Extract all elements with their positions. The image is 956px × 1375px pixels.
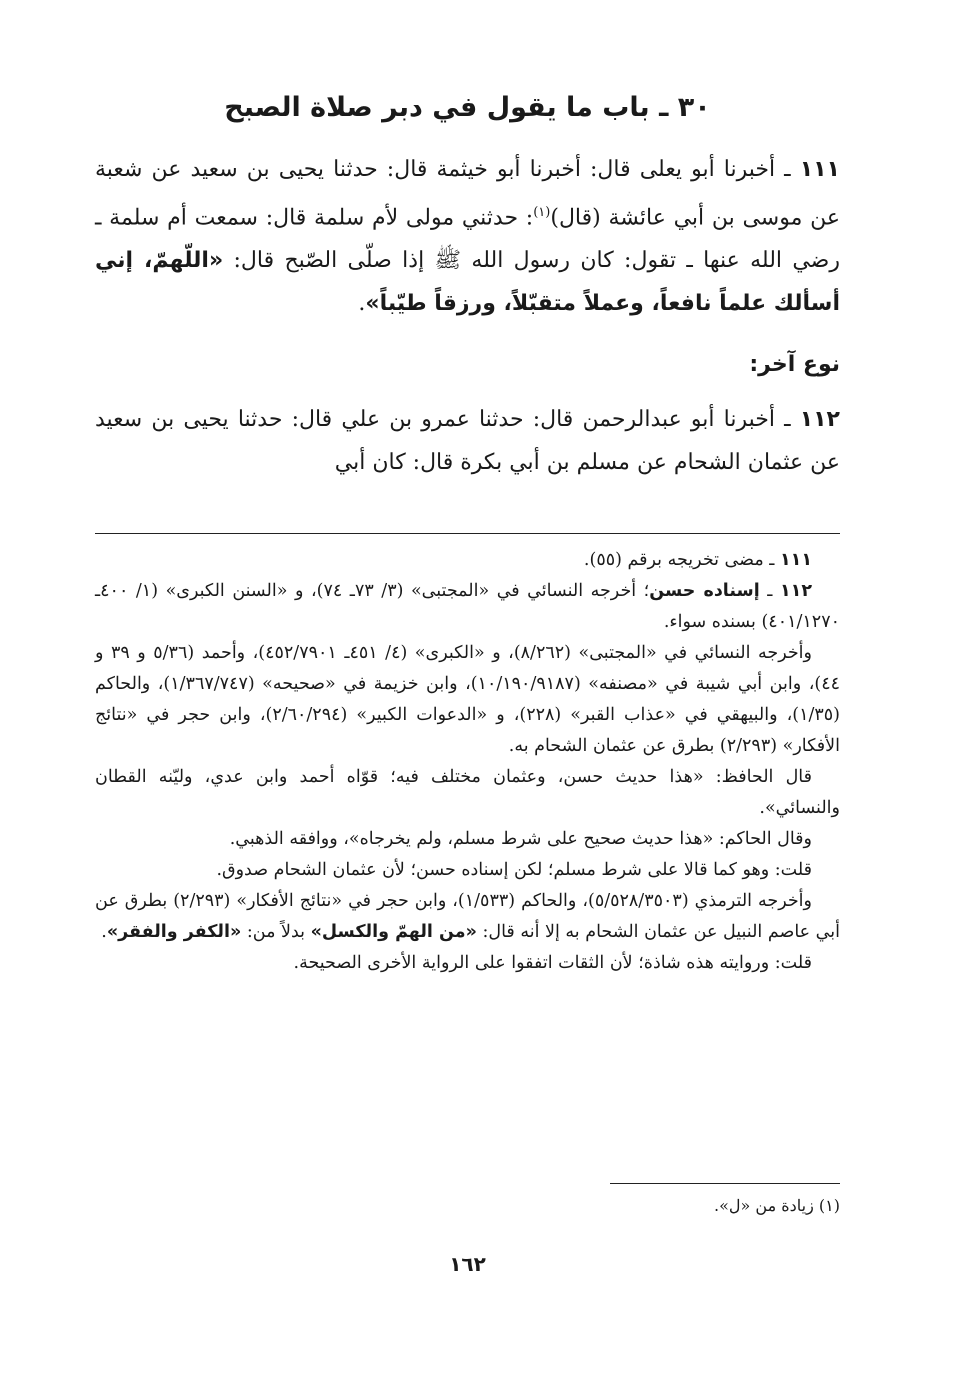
divider [95,533,840,534]
page-number: ١٦٢ [449,1252,486,1276]
subtitle: نوع آخر: [749,352,840,378]
footnote-divider [610,1183,840,1184]
commentary [95,545,840,979]
hadith-number: ١١٢ [799,407,840,433]
note-paragraph: وأخرجه النسائي في «المجتبى» (٨/٢٦٢)، و «الكبرى» (٤/ ٤٥١ـ ٤٥٢/٧٩٠١)، وأحمد (٥/٣٦ و ٣٩ و ٤٤)، وابن أبي شيبة في «مصنفه» (١٠/١٩٠/٩١٨٧)، وابن خزيمة في «صحيحه» (١/٣٦٧/٧٤٧)، والحاكم (١/٣٥)، والبيهقي في «عذاب القبر» (٢٢٨)، و «الدعوات الكبير» (٢/٦٠/٢٩٤)، وابن حجر في «نتائج الأفكار» (٢/٢٩٣) بطرق عن عثمان الشحام به. [95,643,840,756]
note-111: ١١١ ـ مضى تخريجه برقم (٥٥). [583,550,812,570]
hadith-number: ١١١ [799,157,840,182]
page [95,0,840,1375]
main-text [95,148,840,484]
hadith-111: ١١١ ـ أخبرنا أبو يعلى قال: أخبرنا أبو خيثمة قال: حدثنا يحيى بن سعيد عن شعبة عن موسى بن أبي عائشة (قال)$^{(١)}$: حدثني مولى لأم سلمة قال: سمعت أم سلمة ـ رضي الله عنها ـ تقول: كان رسول الله ﷺ إذا صلّى الصّبح قال: «اللّهمّ، إني أسألك علماً نافعاً، وعملاً متقبّلاً، ورزقاً طيّباً». [95,157,840,317]
note-paragraph: وأخرجه الترمذي (٥/٥٢٨/٣٥٠٣)، والحاكم (١/٥٣٣)، وابن حجر في «نتائج الأفكار» (٢/٢٩٣) بطرق عن أبي عاصم النبيل عن عثمان الشحام به إلا أنه قال: «من الهمّ والكسل» بدلاً من: «الكفر والفقر». [95,891,840,942]
footnote: (١) زيادة من «ل». [714,1196,840,1215]
note-paragraph: وقال الحاكم: «هذا حديث صحيح على شرط مسلم، ولم يخرجاه»، ووافقه الذهبي. [229,829,812,849]
hadith-112: ١١٢ ـ أخبرنا أبو عبدالرحمن قال: حدثنا عمرو بن علي قال: حدثنا يحيى بن سعيد عن عثمان الشحام عن مسلم بن أبي بكرة قال: كان أبي [95,407,840,476]
dua-text: «اللّهمّ، إني أسألك علماً نافعاً، وعملاً متقبّلاً، ورزقاً طيّباً» [95,248,840,317]
note-paragraph: قلت: وروايته هذه شاذة؛ لأن الثقات اتفقوا على الرواية الأخرى الصحيحة. [293,953,812,973]
note-paragraph: قال الحافظ: «هذا حديث حسن، وعثمان مختلف فيه؛ قوّاه أحمد وابن عدي، وليّنه القطان والنسائي». [95,767,840,818]
note-paragraph: قلت: وهو كما قالا على شرط مسلم؛ لكن إسناده حسن؛ لأن عثمان الشحام صدوق. [216,860,812,880]
note-112: ١١٢ ـ إسناده حسن؛ أخرجه النسائي في «المجتبى» (٣/ ٧٣ـ ٧٤)، و «السنن الكبرى» (١/ ٤٠٠ـ ٤٠١/١٢٧٠) بسنده سواء. [95,581,840,632]
footnote-ref[interactable]: (١) [533,205,551,220]
chapter-title: ٣٠ ـ باب ما يقول في دبر صلاة الصبح [224,92,711,123]
